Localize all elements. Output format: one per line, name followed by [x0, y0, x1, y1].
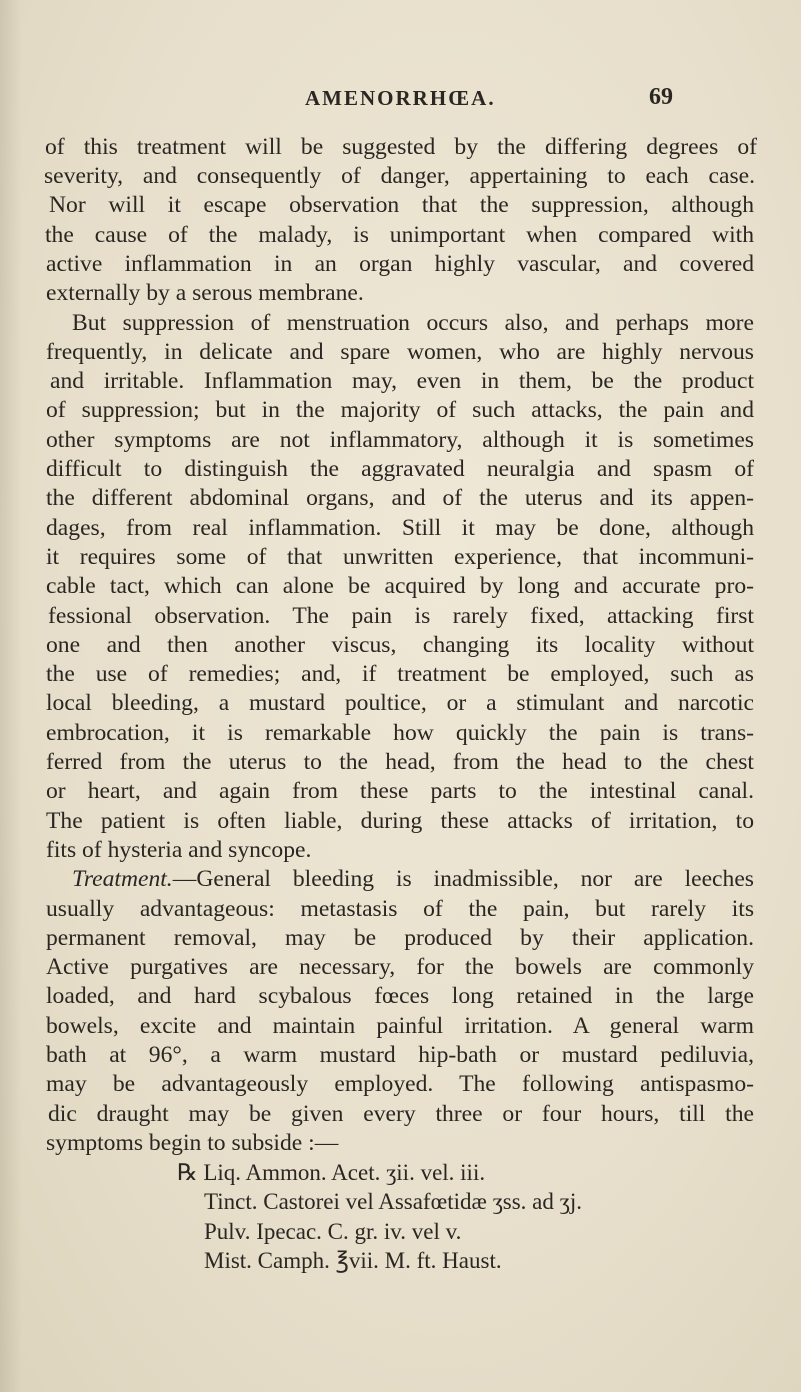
text-line: loaded, and hard scybalous fœces long retained in the large	[46, 983, 754, 1009]
text-line: Active purgatives are necessary, for the bowels are commonly	[46, 954, 754, 980]
text-line: cable tact, which can alone be acquired by long and accurate pro-	[46, 573, 754, 599]
text-line: Nor will it escape observation that the suppression, although	[49, 192, 754, 218]
text-line: dic draught may be given every three or four hours, till the	[48, 1101, 754, 1127]
prescription-line: Tinct. Castorei vel Assafœtidæ ʒss. ad ʒj.	[204, 1189, 582, 1214]
text-line-treatment: Treatment.—General bleeding is inadmissible, nor are leeches	[72, 866, 754, 892]
text-line: fessional observation. The pain is rarely fixed, attacking first	[48, 603, 754, 629]
text-line: other symptoms are not inflammatory, although it is sometimes	[46, 427, 754, 453]
prescription-line: Mist. Camph. ℥vii. M. ft. Haust.	[204, 1248, 502, 1273]
text-line: usually advantageous: metastasis of the pain, but rarely its	[46, 896, 754, 922]
text-line: active inflammation in an organ highly vascular, and covered	[46, 251, 754, 277]
text-line: and irritable. Inflammation may, even in them, be the product	[50, 368, 754, 394]
text-line: permanent removal, may be produced by their application.	[46, 925, 754, 951]
text-line: But suppression of menstruation occurs also, and perhaps more	[72, 310, 754, 336]
prescription-line: ℞ Liq. Ammon. Acet. ʒii. vel. iii.	[177, 1160, 486, 1185]
text-line: one and then another viscus, changing its locality without	[46, 632, 754, 658]
text-line: embrocation, it is remarkable how quickly the pain is trans-	[46, 720, 754, 746]
text-line: symptoms begin to subside :—	[46, 1130, 339, 1156]
page-edge-shadow	[0, 0, 22, 1392]
text-line: bath at 96°, a warm mustard hip-bath or mustard pediluvia,	[46, 1042, 754, 1068]
page-number: 69	[649, 84, 673, 110]
text-line: frequently, in delicate and spare women, who are highly nervous	[46, 339, 754, 365]
text-line: may be advantageously employed. The following antispasmo-	[46, 1071, 754, 1097]
text-line: it requires some of that unwritten experience, that incommuni-	[46, 544, 754, 570]
text-line: difficult to distinguish the aggravated neuralgia and spasm of	[46, 456, 754, 482]
text-line: fits of hysteria and syncope.	[46, 837, 312, 863]
text-line: bowels, excite and maintain painful irritation. A general warm	[46, 1013, 754, 1039]
text-line: dages, from real inflammation. Still it may be done, although	[46, 515, 754, 541]
text-line: severity, and consequently of danger, appertaining to each case.	[44, 163, 755, 189]
text-line: The patient is often liable, during these attacks of irritation, to	[46, 808, 754, 834]
text-line: the use of remedies; and, if treatment be employed, such as	[46, 661, 754, 687]
prescription-line: Pulv. Ipecac. C. gr. iv. vel v.	[204, 1219, 462, 1244]
page-header	[0, 86, 801, 116]
text-line: the cause of the malady, is unimportant when compared with	[45, 222, 754, 248]
text-line: or heart, and again from these parts to the intestinal canal.	[46, 778, 754, 804]
text-line: local bleeding, a mustard poultice, or a stimulant and narcotic	[46, 690, 754, 716]
text-line: of this treatment will be suggested by the differing degrees of	[45, 134, 757, 160]
text-line: ferred from the uterus to the head, from the head to the chest	[46, 749, 754, 775]
text-line: of suppression; but in the majority of such attacks, the pain and	[46, 397, 754, 423]
text-line: the different abdominal organs, and of the uterus and its appen-	[46, 485, 754, 511]
text-line: externally by a serous membrane.	[46, 280, 364, 306]
running-title: AMENORRHŒA.	[305, 86, 496, 110]
